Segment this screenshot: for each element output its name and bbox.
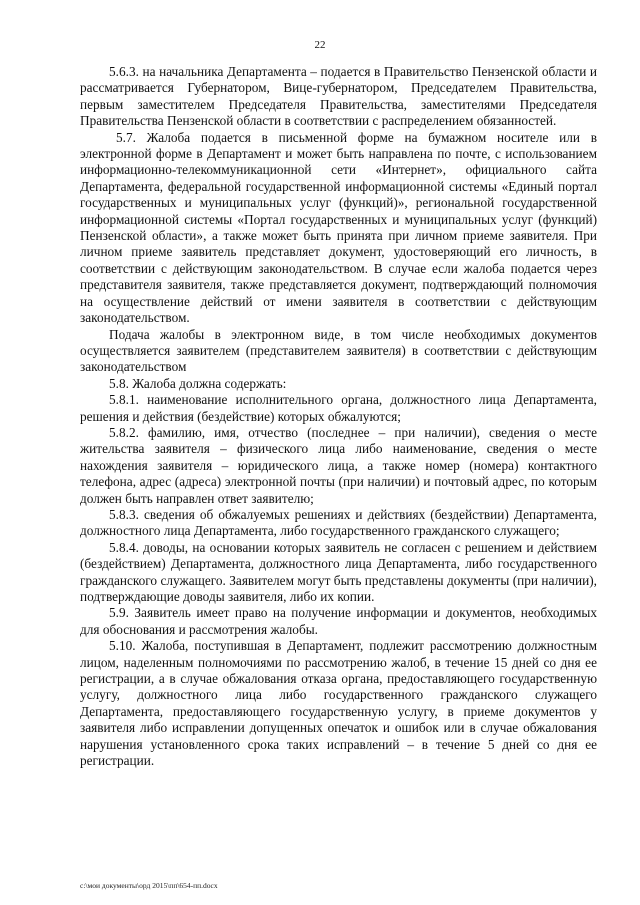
paragraph-5-10: 5.10. Жалоба, поступившая в Департамент, подлежит рассмотрению должностным лицом, наделенным полномочиями по рассмотрению жалоб, в течение 15 дней со дня ее регистрации, а в случае обжалования отказа органа, предоставляющего государственную услугу, должностного лица либо государственного гражданского служащего Департамента, предоставляющего государственную услугу, в приеме документов у заявителя либо исправлении допущенных опечаток и ошибок или в случае обжалования нарушения установленного срока таких исправлений – в течение 5 дней со дня ее регистрации. [80,638,597,769]
paragraph-5-8: 5.8. Жалоба должна содержать: [109,375,287,391]
paragraph-5-8-3: 5.8.3. сведения об обжалуемых решениях и действиях (бездействии) Департамента, должностного лица Департамента, либо государственного гражданского служащего; [80,506,597,539]
paragraph-5-6-3: 5.6.3. на начальника Департамента – подается в Правительство Пензенской области и рассматривается Губернатором, Вице-губернатором, Председателем Правительства, первым заместителем Председателя Правительства, заместителями Председателя Правительства Пензенской области в соответствии с распределением обязанностей. [80,64,597,129]
paragraph-5-8-4: 5.8.4. доводы, на основании которых заявитель не согласен с решением и действием (бездействием) Департамента, должностного лица Департамента, либо государственного гражданского служащего. Заявителем могут быть представлены документы (при наличии), подтверждающие доводы заявителя, либо их копии. [80,539,597,604]
file-path-footer: c:\мои документы\орд 2015\пп\654-пп.docx [80,881,218,890]
paragraph-5-9: 5.9. Заявитель имеет право на получение информации и документов, необходимых для обоснования и рассмотрения жалобы. [80,605,597,637]
paragraph-5-8-2: 5.8.2. фамилию, имя, отчество (последнее – при наличии), сведения о месте жительства заявителя – физического лица либо наименование, сведения о месте нахождения заявителя – юридического лица, а также номер (номера) контактного телефона, адрес (адреса) электронной почты (при наличии) и почтовый адрес, по которым должен быть направлен ответ заявителю; [80,424,597,506]
paragraph-electronic-submission: Подача жалобы в электронном виде, в том числе необходимых документов осуществляется заявителем (представителем заявителя) в соответствии с действующим законодательством [80,326,597,375]
page-number: 22 [314,39,326,51]
document-body [80,64,597,769]
paragraph-5-7: 5.7. Жалоба подается в письменной форме на бумажном носителе или в электронной форме в Департамент и может быть направлена по почте, с использованием информационно-телекоммуникационной сети «Интернет», официального сайта Департамента, федеральной государственной информационной системы «Единый портал государственных и муниципальных услуг (функций)», региональной государственной информационной системы «Портал государственных и муниципальных услуг (функций) Пензенской области», а также может быть принята при личном приеме заявителя. При личном приеме заявитель представляет документ, удостоверяющий его личность, в соответствии с действующим законодательством. В случае если жалоба подается через представителя заявителя, также представляется документ, подтверждающий полномочия на осуществление действий от имени заявителя в соответствии с действующим законодательством. [80,129,597,326]
paragraph-5-8-1: 5.8.1. наименование исполнительного органа, должностного лица Департамента, решения и действия (бездействие) которых обжалуются; [80,392,597,424]
